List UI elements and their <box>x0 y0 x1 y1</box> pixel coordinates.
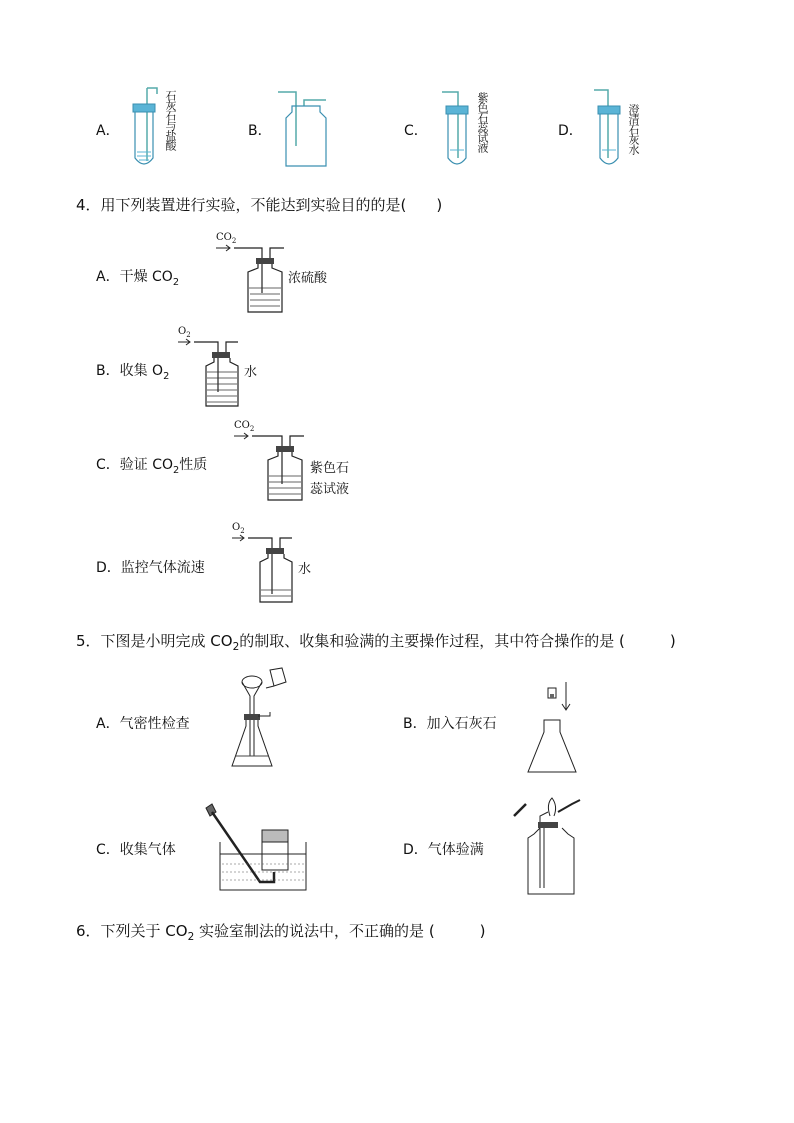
q3-option-d-reagent: 澄清石灰水 <box>627 104 640 154</box>
q5-option-a-letter: A． <box>96 716 120 732</box>
q5-option-b-text: 加入石灰石 <box>426 716 497 732</box>
q5-option-a-text: 气密性检查 <box>119 716 190 732</box>
q4-option-c[interactable] <box>96 454 207 476</box>
q4-option-c-tail: 性质 <box>179 457 208 473</box>
q5-option-d-text: 气体验满 <box>427 842 484 858</box>
q3-option-a-apparatus <box>125 86 165 171</box>
q4-b-liquid: 水 <box>244 365 258 380</box>
q4-c-gas: CO <box>234 420 250 431</box>
q3-option-d-letter[interactable]: D． <box>558 123 583 139</box>
q4-option-a-sub: 2 <box>172 276 180 288</box>
q4-option-a-letter: A． <box>96 269 120 285</box>
q6-stem <box>76 920 486 943</box>
q3-option-a-letter[interactable]: A． <box>96 123 120 139</box>
q5-option-b-letter: B． <box>403 716 427 732</box>
q4-c-liquid-line2: 蕊试液 <box>310 482 350 497</box>
q4-option-c-text: 验证 CO <box>119 457 174 473</box>
q3-option-b-apparatus <box>276 86 346 171</box>
q4-stem: 4．用下列装置进行实验，不能达到实验目的的是( ) <box>76 196 443 214</box>
q3-option-c-reagent: 紫色石蕊试液 <box>476 92 489 152</box>
q3-option-c-apparatus <box>438 86 478 171</box>
q4-b-gas-sub: 2 <box>186 331 191 339</box>
q6-stem-post: 实验室制法的说法中，不正确的是 ( ) <box>194 922 486 940</box>
q5-option-c[interactable] <box>96 839 176 859</box>
q4-option-c-letter: C． <box>96 457 120 473</box>
q4-b-gas: O <box>178 326 187 337</box>
q4-c-liquid-line1: 紫色石 <box>310 461 350 476</box>
q5-stem <box>76 630 676 653</box>
q5-b-add-limestone-apparatus <box>526 680 586 776</box>
q4-a-liquid: 浓硫酸 <box>288 271 328 286</box>
q5-stem-sub: 2 <box>232 641 240 653</box>
q5-option-a[interactable] <box>96 713 190 733</box>
q3-option-b-letter[interactable]: B． <box>248 123 272 139</box>
q4-a-gas-sub: 2 <box>231 237 237 245</box>
q4-option-b[interactable] <box>96 360 169 382</box>
q6-stem-sub: 2 <box>187 931 195 943</box>
q4-option-b-text: 收集 O <box>119 363 164 379</box>
q5-a-airtightness-apparatus <box>228 666 298 774</box>
q5-c-collection-apparatus <box>202 802 312 894</box>
q6-stem-pre: 6．下列关于 CO <box>76 922 188 940</box>
q5-option-d-letter: D． <box>403 842 428 858</box>
q4-option-d-letter: D． <box>96 560 121 576</box>
q4-a-gas: CO <box>216 232 232 243</box>
q5-d-check-full-apparatus <box>512 798 592 898</box>
q3-option-d-apparatus <box>590 86 630 171</box>
q4-d-gas: O <box>232 522 241 533</box>
q4-option-c-sub: 2 <box>173 464 180 476</box>
q4-d-liquid: 水 <box>298 562 312 577</box>
q5-stem-pre: 5．下图是小明完成 CO <box>76 632 233 650</box>
q3-option-a-reagent: 石灰石与盐酸 <box>164 90 177 150</box>
q5-option-c-text: 收集气体 <box>119 842 176 858</box>
q4-c-gas-sub: 2 <box>249 425 255 433</box>
q4-option-d-text: 监控气体流速 <box>120 560 205 576</box>
q5-option-b[interactable] <box>403 713 497 733</box>
q4-c-wash-bottle <box>232 426 322 506</box>
q4-option-d[interactable] <box>96 557 205 577</box>
q5-stem-post: 的制取、收集和验满的主要操作过程，其中符合操作的是 ( ) <box>239 632 676 650</box>
q3-option-c-letter[interactable]: C． <box>404 123 428 139</box>
q4-option-a-text: 干燥 CO <box>119 269 173 285</box>
q4-option-a[interactable] <box>96 266 179 288</box>
q4-d-gas-sub: 2 <box>240 527 245 535</box>
q4-option-b-letter: B． <box>96 363 120 379</box>
q5-option-d[interactable] <box>403 839 484 859</box>
q4-option-b-sub: 2 <box>163 370 170 382</box>
q5-option-c-letter: C． <box>96 842 120 858</box>
